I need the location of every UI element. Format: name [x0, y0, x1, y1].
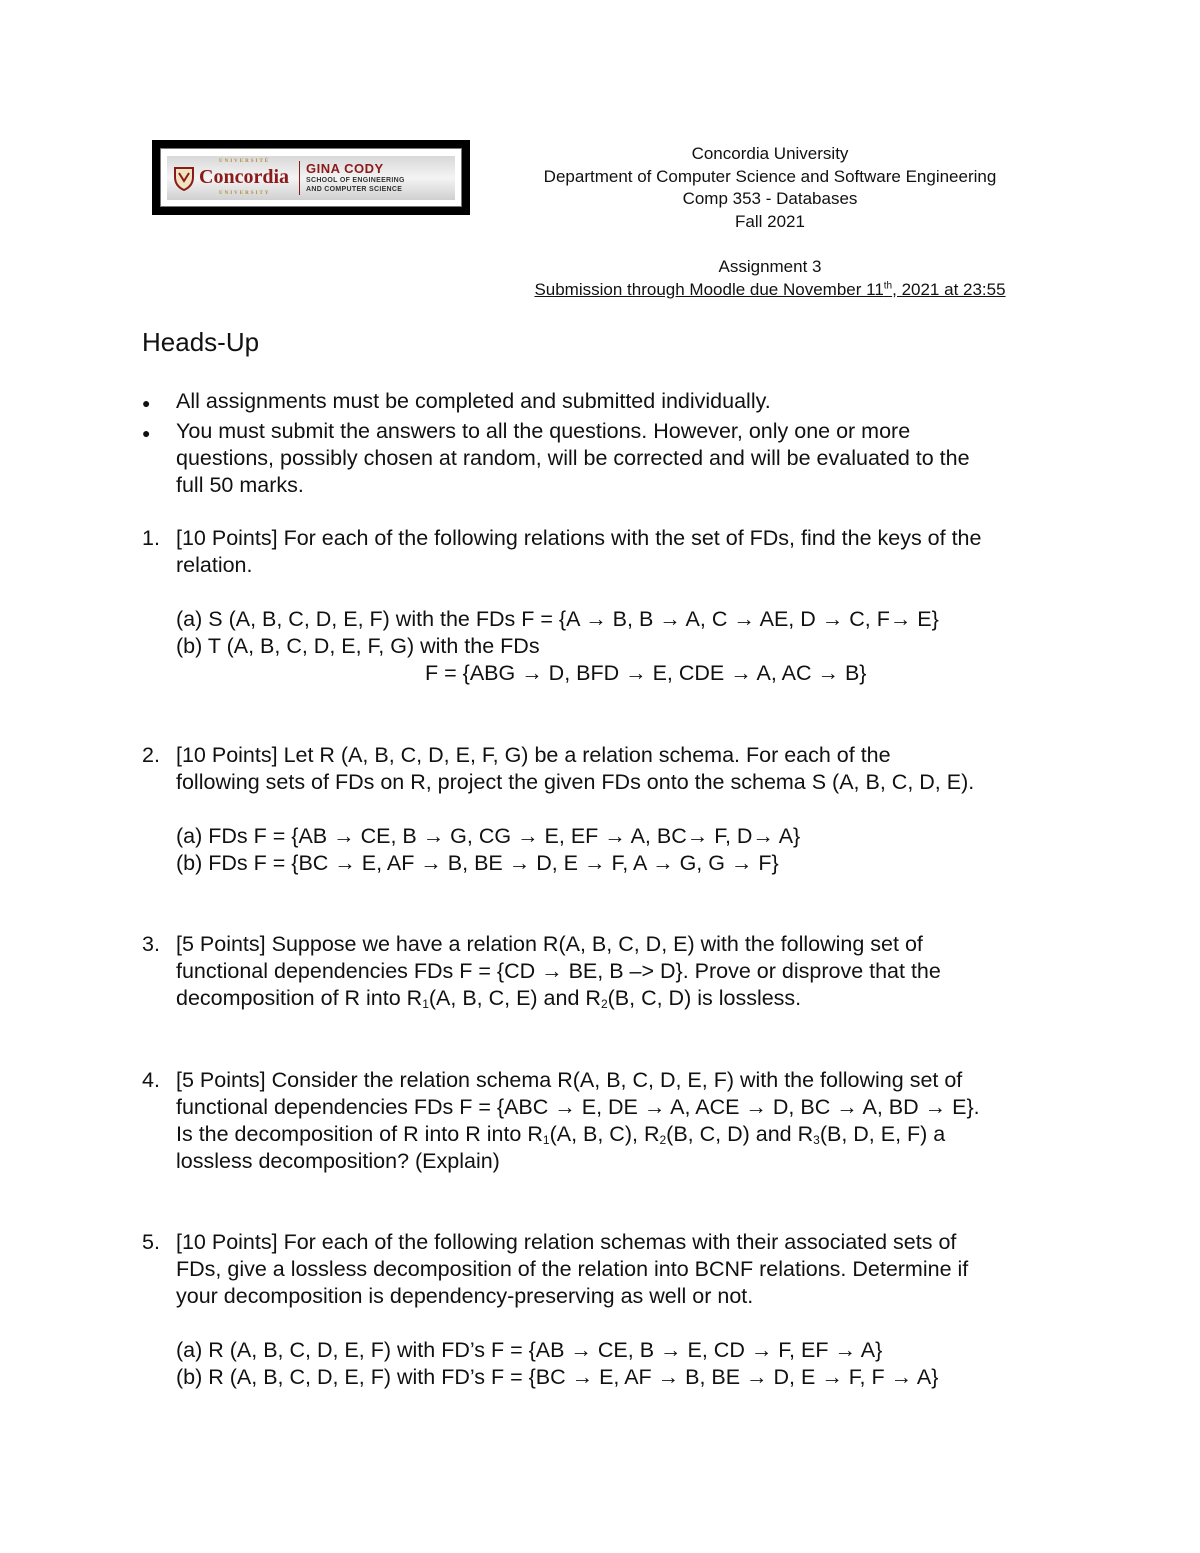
bullet-item: You must submit the answers to all the questions. However, only one or more	[176, 419, 911, 443]
shield-icon	[173, 165, 195, 191]
bullet-item-continued: questions, possibly chosen at random, will be corrected and will be evaluated to the	[176, 446, 970, 470]
question-5-part-a: (a) R (A, B, C, D, E, F) with FD’s F = {AB → CE, B → E, CD → F, EF → A}	[176, 1338, 883, 1362]
question-5-text: FDs, give a lossless decomposition of the relation into BCNF relations. Determine if	[176, 1257, 969, 1281]
question-number: 5.	[142, 1230, 160, 1254]
question-2-text: following sets of FDs on R, project the given FDs onto the schema S (A, B, C, D, E).	[176, 770, 975, 794]
question-4-text: Is the decomposition of R into R into $R_1(A$, B, C), $R_2(B$, C, D) and $R_3(B$, D, E, F) a	[176, 1122, 946, 1147]
university-name: Concordia University	[691, 144, 849, 163]
question-1-part-b: (b) T (A, B, C, D, E, F, G) with the FDs	[176, 634, 540, 658]
question-3-text: [5 Points] Suppose we have a relation R(A, B, C, D, E) with the following set of	[176, 932, 923, 956]
question-2-text: [10 Points] Let R (A, B, C, D, E, F, G) be a relation schema. For each of the	[176, 743, 891, 767]
bullet-icon: ●	[142, 395, 151, 411]
question-4-text: functional dependencies FDs F = {ABC → E, DE → A, ACE → D, BC → A, BD → E}.	[176, 1095, 980, 1119]
question-4-text: lossless decomposition? (Explain)	[176, 1149, 500, 1173]
term: Fall 2021	[735, 211, 805, 231]
question-3-text: functional dependencies FDs F = {CD → BE, B –> D}. Prove or disprove that the	[176, 959, 941, 983]
question-1-part-a: (a) S (A, B, C, D, E, F) with the FDs F = {A → B, B → A, C → AE, D → C, F→ E}	[176, 607, 939, 631]
question-5-part-b: (b) R (A, B, C, D, E, F) with FD’s F = {BC → E, AF → B, BE → D, E → F, F → A}	[176, 1365, 939, 1389]
school-name: GINA CODY SCHOOL OF ENGINEERING AND COMPUTER SCIENCE	[306, 161, 405, 193]
document-header	[470, 143, 1070, 301]
question-1-text: relation.	[176, 553, 253, 577]
question-number: 2.	[142, 743, 160, 767]
department-name: Department of Computer Science and Software Engineering	[543, 166, 997, 186]
university-logo	[152, 140, 470, 215]
bullet-icon: ●	[142, 425, 151, 441]
question-1-part-b-fds: F = {ABG → D, BFD → E, CDE → A, AC → B}	[425, 661, 867, 685]
submission-deadline: Submission through Moodle due November 11th, 2021 at 23:55	[534, 279, 1006, 299]
logo-wordmark: UNIVERSITÉ Concordia UNIVERSITY	[199, 159, 289, 196]
assignment-title: Assignment 3	[718, 257, 822, 276]
course-name: Comp 353 - Databases	[682, 189, 858, 208]
question-3-text: decomposition of R into $R_1(A$, B, C, E) and $R_2(B$, C, D) is lossless.	[176, 986, 802, 1011]
bullet-item: All assignments must be completed and submitted individually.	[176, 389, 771, 413]
question-number: 1.	[142, 526, 160, 550]
question-5-text: your decomposition is dependency-preserving as well or not.	[176, 1284, 754, 1308]
question-2-part-b: (b) FDs F = {BC → E, AF → B, BE → D, E → F, A → G, G → F}	[176, 851, 779, 875]
heads-up-heading: Heads-Up	[142, 327, 260, 357]
question-1-text: [10 Points] For each of the following relations with the set of FDs, find the keys of the	[176, 526, 982, 550]
question-5-text: [10 Points] For each of the following relation schemas with their associated sets of	[176, 1230, 957, 1254]
question-4-text: [5 Points] Consider the relation schema R(A, B, C, D, E, F) with the following set of	[176, 1068, 963, 1092]
question-number: 4.	[142, 1068, 160, 1092]
question-number: 3.	[142, 932, 160, 956]
bullet-item-continued: full 50 marks.	[176, 473, 304, 497]
question-2-part-a: (a) FDs F = {AB → CE, B → G, CG → E, EF → A, BC→ F, D→ A}	[176, 824, 801, 848]
